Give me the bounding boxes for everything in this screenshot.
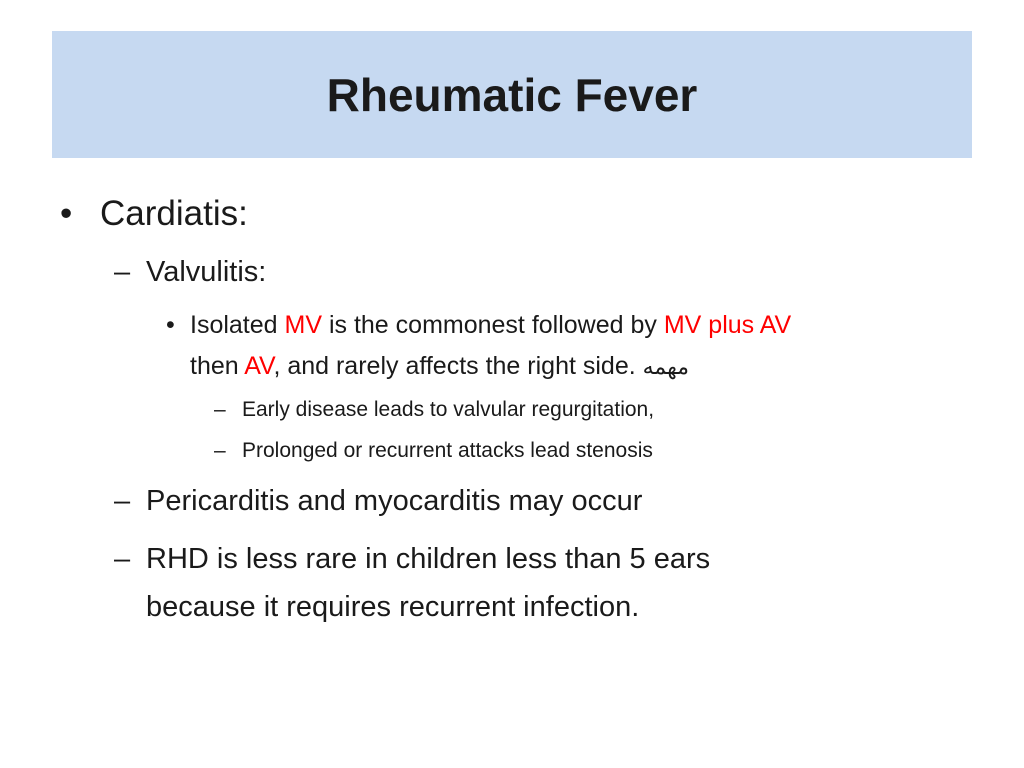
isolated-text-rarely: , and rarely affects the right side. xyxy=(273,352,643,380)
bullet-early-disease: Early disease leads to valvular regurgitation, xyxy=(242,398,655,421)
bullet-isolated-line1 xyxy=(190,311,791,340)
bullet-cardiatis: Cardiatis: xyxy=(100,194,248,233)
dash-marker-early: – xyxy=(214,398,226,421)
bullet-isolated-line2 xyxy=(190,352,689,381)
bullet-marker-isolated: • xyxy=(166,311,175,339)
bullet-pericarditis: Pericarditis and myocarditis may occur xyxy=(146,485,643,517)
bullet-prolonged: Prolonged or recurrent attacks lead stenosis xyxy=(242,439,653,462)
title-band xyxy=(52,31,972,158)
bullet-marker-cardiatis: • xyxy=(60,194,73,233)
dash-marker-prolonged: – xyxy=(214,439,226,462)
isolated-text-a: Isolated xyxy=(190,311,285,339)
bullet-valvulitis: Valvulitis: xyxy=(146,256,267,288)
isolated-text-c: is the commonest followed by xyxy=(322,311,664,339)
slide-title: Rheumatic Fever xyxy=(326,68,698,121)
bullet-rhd-line1: RHD is less rare in children less than 5 ears xyxy=(146,543,711,575)
mv-plus-av-highlight: MV plus AV xyxy=(663,311,792,339)
bullet-rhd-line2: because it requires recurrent infection. xyxy=(146,591,640,623)
arabic-note: مهمه xyxy=(642,355,690,380)
dash-marker-pericarditis: – xyxy=(114,485,131,517)
dash-marker-rhd: – xyxy=(114,543,131,575)
isolated-text-then: then xyxy=(190,352,245,380)
av-highlight: AV xyxy=(244,352,274,380)
mv-highlight: MV xyxy=(284,311,323,339)
dash-marker-valvulitis: – xyxy=(114,256,131,288)
